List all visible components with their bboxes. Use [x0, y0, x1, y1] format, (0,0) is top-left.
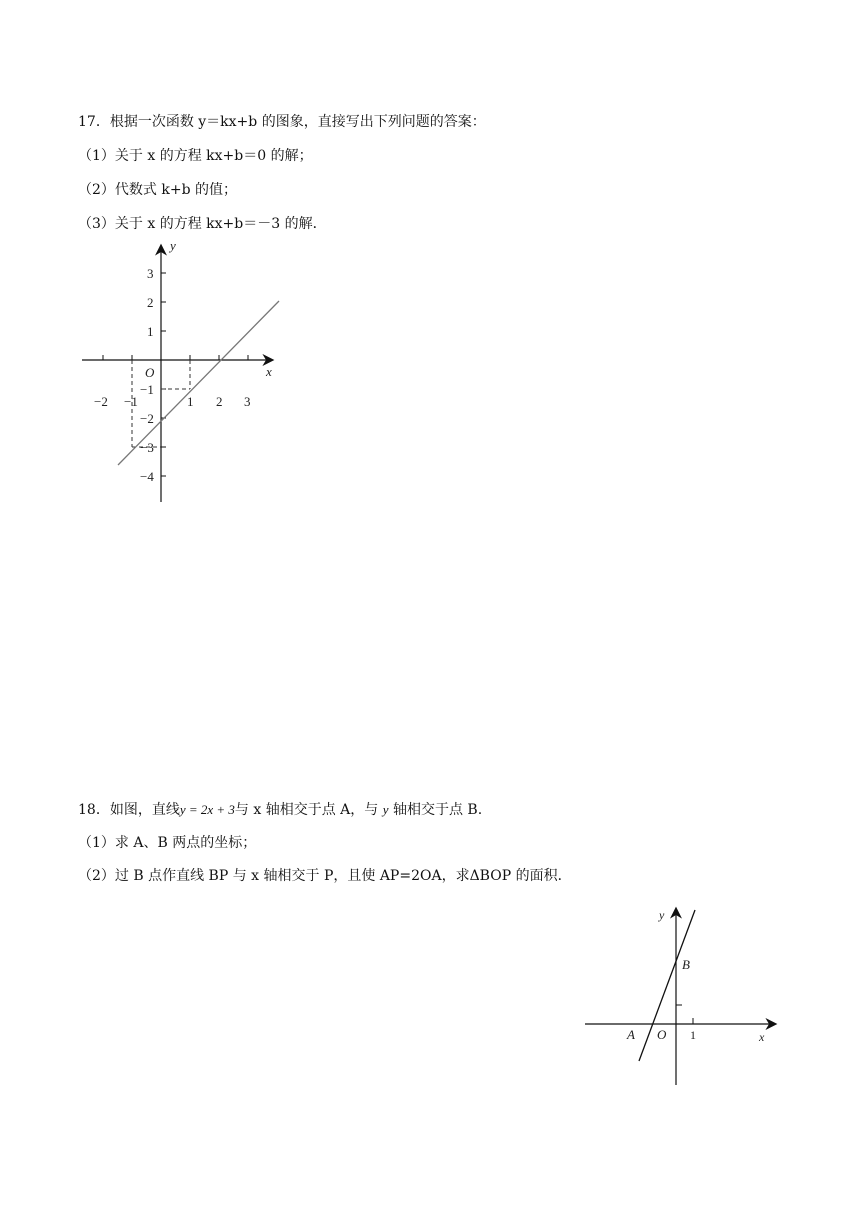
q17-y-tick-label: −2	[140, 411, 154, 426]
q18-point-a-label: A	[627, 1027, 635, 1042]
q17-y-tick-label: 2	[147, 295, 154, 310]
q17-y-tick-label: 3	[147, 266, 154, 281]
q18-title-prefix: 18．如图，直线	[78, 802, 180, 818]
q18-point-b-label: B	[682, 957, 690, 972]
q18-title	[78, 800, 482, 820]
q17-y-tick-marks	[161, 273, 166, 476]
q17-x-tick-marks	[103, 355, 248, 360]
q18-part-2: （2）过 B 点作直线 BP 与 x 轴相交于 P，且使 AP=2OA，求ΔBOP 的面积．	[78, 868, 572, 884]
q17-x-tick-label: −1	[124, 394, 138, 409]
q18-title-middle: 与 x 轴相交于点 A，与	[234, 802, 379, 818]
q17-y-axis-label: y	[170, 238, 176, 253]
q17-y-tick-label: 1	[147, 324, 154, 339]
q17-x-tick-label: 1	[187, 394, 194, 409]
q17-part-1: （1）关于 x 的方程 kx+b＝0 的解；	[78, 148, 313, 164]
q18-x-axis-label: x	[759, 1030, 765, 1044]
q18-graph	[583, 905, 783, 1090]
q17-x-axis-label: x	[266, 364, 272, 379]
q18-y-axis-label: y	[659, 908, 665, 922]
q17-y-tick-label: −3	[140, 440, 154, 455]
q17-title: 17．根据一次函数 y＝kx+b 的图象，直接写出下列问题的答案：	[78, 114, 486, 130]
q17-y-tick-label: −1	[140, 382, 154, 397]
q17-x-tick-label: −2	[94, 394, 108, 409]
q17-origin-label: O	[145, 365, 155, 380]
q17-x-tick-label: 2	[216, 394, 223, 409]
q18-origin-label: O	[657, 1027, 667, 1042]
q18-equation: y = 2x + 3	[179, 802, 235, 817]
q17-part-3: （3）关于 x 的方程 kx+b＝－3 的解．	[78, 216, 327, 232]
q17-graph	[78, 240, 308, 510]
q17-x-tick-label: 3	[244, 394, 251, 409]
q18-part-1: （1）求 A、B 两点的坐标；	[78, 835, 257, 851]
q18-function-line	[639, 910, 695, 1061]
q18-x-tick-label: 1	[690, 1028, 696, 1042]
q18-y-variable: y	[382, 802, 389, 817]
q17-y-tick-label: −4	[140, 469, 154, 484]
q17-part-2: （2）代数式 k+b 的值；	[78, 182, 237, 198]
q18-title-suffix: 轴相交于点 B.	[392, 802, 483, 818]
